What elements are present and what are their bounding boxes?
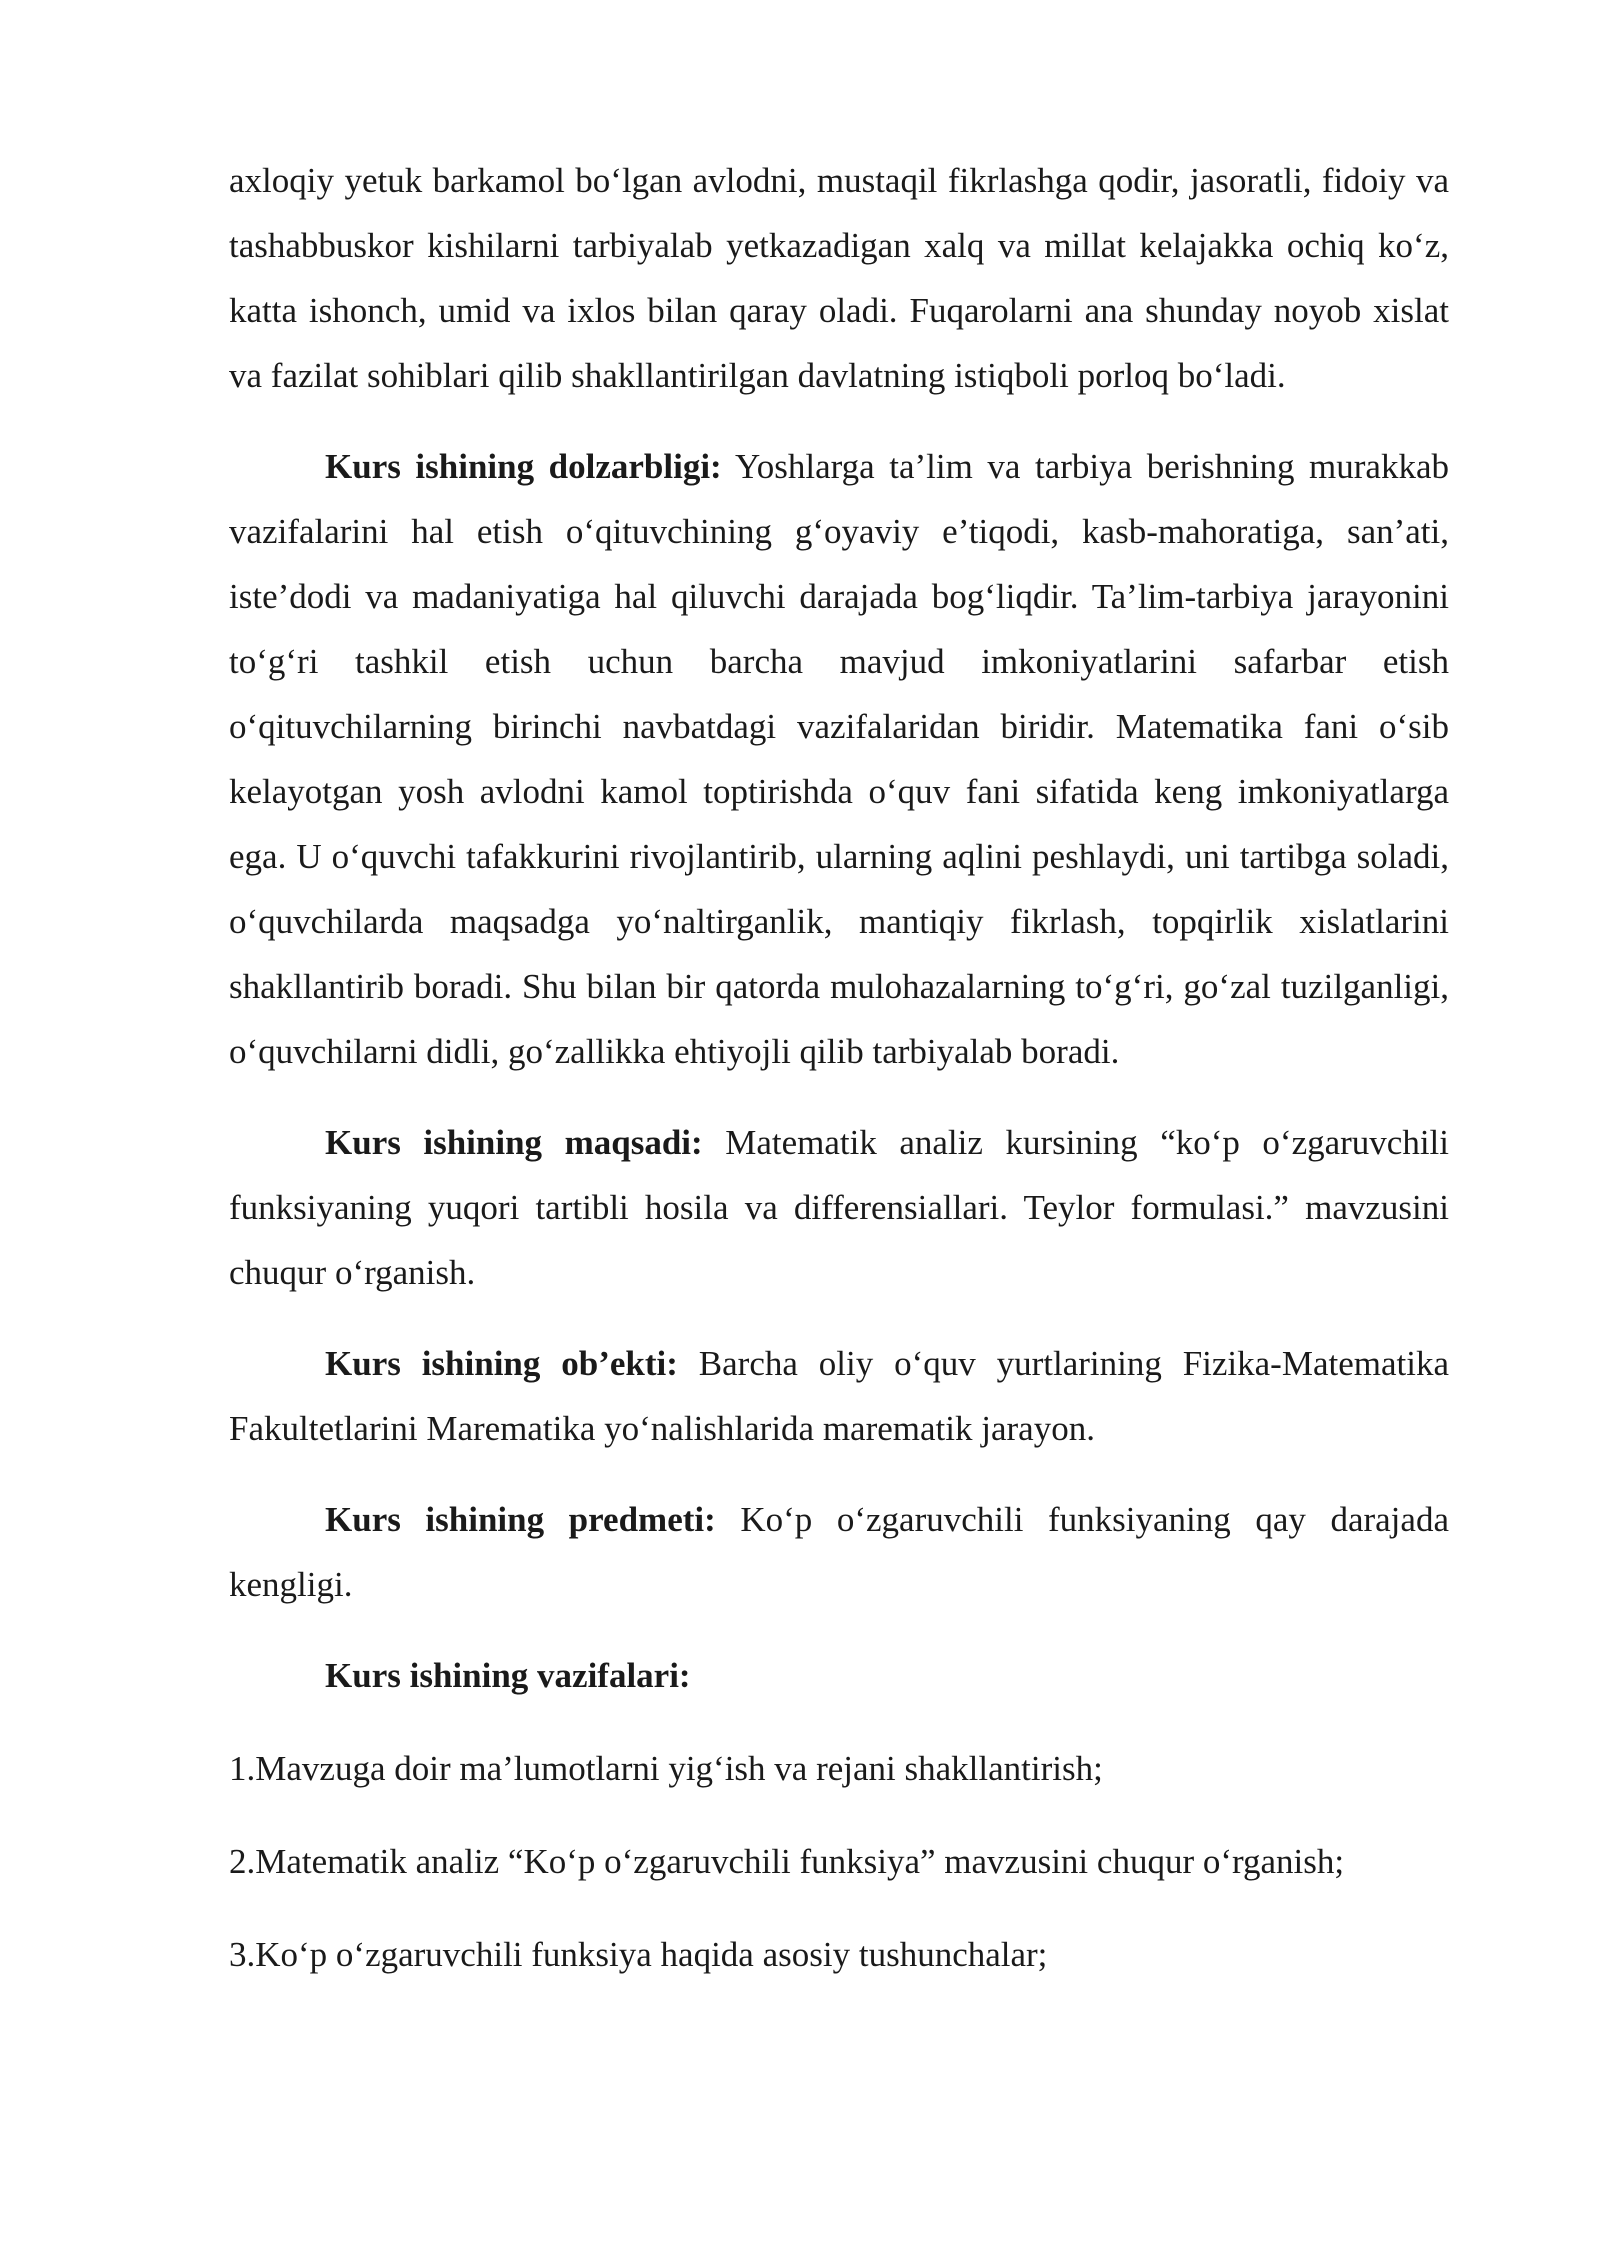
list-item: 1.Mavzuga doir ma’lumotlarni yig‘ish va rejani shakllantirish; [229,1749,1103,1788]
list-item: 2.Matematik analiz “Ko‘p o‘zgaruvchili funksiya” mavzusini chuqur o‘rganish; [229,1842,1345,1881]
subject-text: Ko‘p o‘zgaruvchili funksiyaning qay darajada kengligi. [229,1500,1449,1604]
document-page [229,148,1449,1987]
intro-text: axloqiy yetuk barkamol bo‘lgan avlodni, mustaqil fikrlashga qodir, jasoratli, fidoiy va tashabbuskor kishilarni tarbiyalab yetkazadigan xalq va millat kelajakka ochiq ko‘z, katta ishonch, umid va ixlos bilan qaray oladi. Fuqarolarni ana shunday noyob xislat va fazilat sohiblari qilib shakllantirilgan davlatning istiqboli porloq bo‘ladi. [229,161,1449,395]
relevance-text: Yoshlarga ta’lim va tarbiya berishning murakkab vazifalarini hal etish o‘qituvchining g‘oyaviy e’tiqodi, kasb-mahoratiga, san’ati, iste’dodi va madaniyatiga hal qiluvchi darajada bog‘liqdir. Ta’lim-tarbiya jarayonini to‘g‘ri tashkil etish uchun barcha mavjud imkoniyatlarini safarbar etish o‘qituvchilarning birinchi navbatdagi vazifalaridan biridir. Matematika fani o‘sib kelayotgan yosh avlodni kamol toptirishda o‘quv fani sifatida keng imkoniyatlarga ega. U o‘quvchi tafakkurini rivojlantirib, ularning aqlini peshlaydi, uni tartibga soladi, o‘quvchilarda maqsadga yo‘naltirganlik, mantiqiy fikrlash, topqirlik xislatlarini shakllantirib boradi. Shu bilan bir qatorda mulohazalarning to‘g‘ri, go‘zal tuzilganligi, o‘quvchilarni didli, go‘zallikka ehtiyojli qilib tarbiyalab boradi. [229,447,1449,1071]
goal-label: Kurs ishining maqsadi: [325,1123,703,1162]
relevance-label: Kurs ishining dolzarbligi: [325,447,722,486]
intro-paragraph [229,148,1449,408]
object-label: Kurs ishining ob’ekti: [325,1344,678,1383]
list-item: 3.Ko‘p o‘zgaruvchili funksiya haqida asosiy tushunchalar; [229,1935,1048,1974]
relevance-paragraph [229,434,1449,1084]
subject-label: Kurs ishining predmeti: [325,1500,716,1539]
object-text: Barcha oliy o‘quv yurtlarining Fizika-Matematika Fakultetlarini Marematika yo‘nalishlarida marematik jarayon. [229,1344,1449,1448]
goal-text: Matematik analiz kursining “ko‘p o‘zgaruvchili funksiyaning yuqori tartibli hosila va differensiallari. Teylor formulasi.” mavzusini chuqur o‘rganish. [229,1123,1449,1292]
goal-paragraph [229,1110,1449,1305]
object-paragraph [229,1331,1449,1461]
tasks-label: Kurs ishining vazifalari: [325,1656,691,1695]
tasks-heading [229,1643,1449,1708]
subject-paragraph [229,1487,1449,1617]
